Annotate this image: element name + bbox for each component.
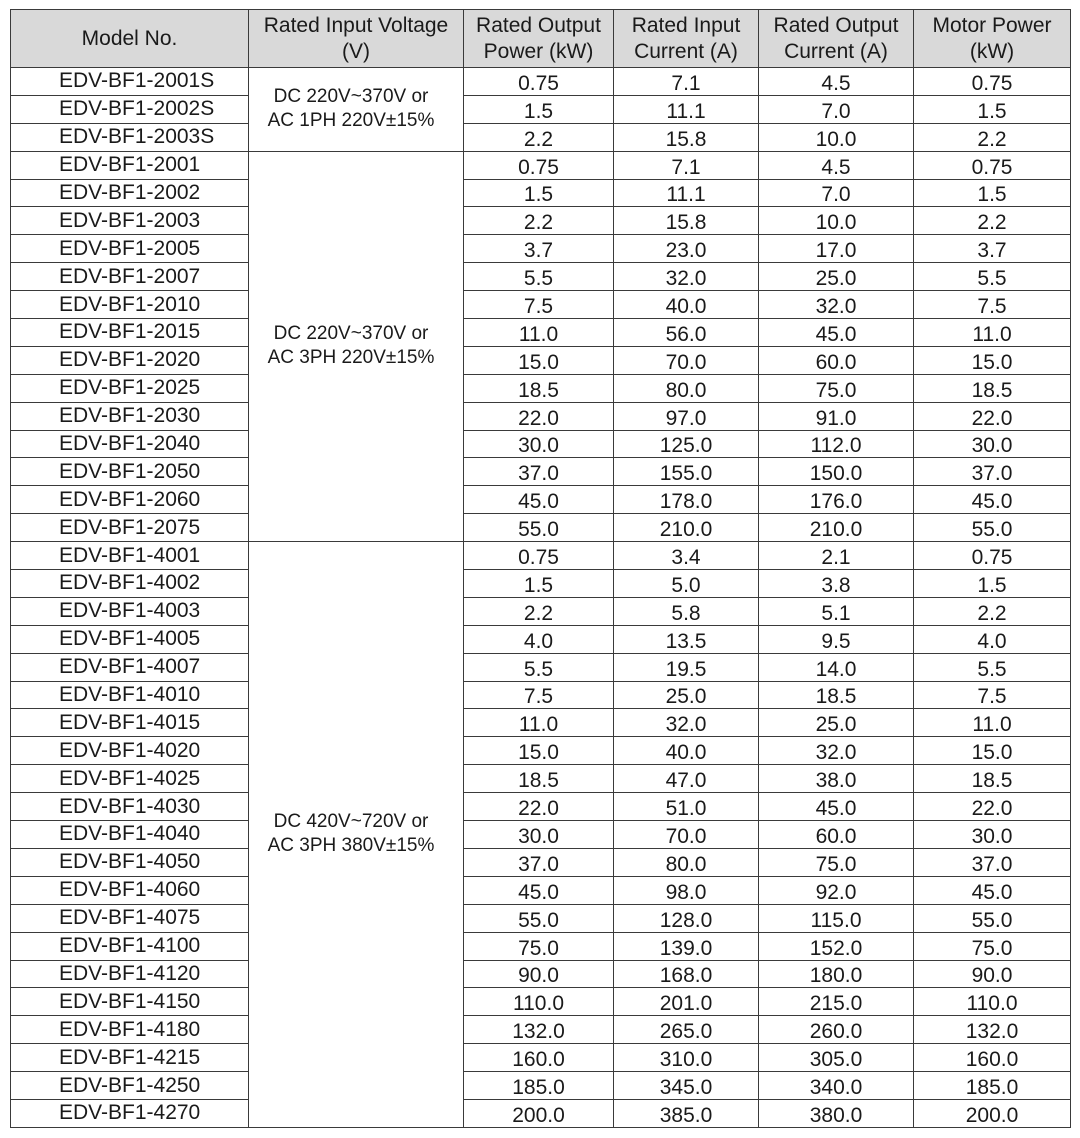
cell-motor-power: 5.5 bbox=[914, 653, 1071, 681]
table-row bbox=[11, 179, 1071, 207]
header-rated-output-power-line2: Power (kW) bbox=[483, 39, 594, 63]
cell-model-no: EDV-BF1-4005 bbox=[11, 625, 249, 653]
cell-rated-output-power: 0.75 bbox=[464, 542, 614, 570]
table-row bbox=[11, 765, 1071, 793]
cell-rated-input-current: 80.0 bbox=[614, 848, 759, 876]
cell-model-no: EDV-BF1-4020 bbox=[11, 737, 249, 765]
table-row bbox=[11, 1044, 1071, 1072]
cell-model-no: EDV-BF1-2007 bbox=[11, 263, 249, 291]
table-body bbox=[11, 68, 1071, 1128]
header-motor-power-line2: (kW) bbox=[969, 39, 1015, 63]
cell-rated-input-current: 5.8 bbox=[614, 597, 759, 625]
cell-rated-output-power: 22.0 bbox=[464, 402, 614, 430]
cell-rated-output-power: 7.5 bbox=[464, 681, 614, 709]
cell-rated-output-power: 45.0 bbox=[464, 486, 614, 514]
voltage-line2: AC 3PH 380V±15% bbox=[267, 835, 435, 857]
cell-model-no: EDV-BF1-2020 bbox=[11, 346, 249, 374]
table-row bbox=[11, 960, 1071, 988]
voltage-line2: AC 1PH 220V±15% bbox=[267, 110, 435, 132]
cell-rated-input-current: 210.0 bbox=[614, 514, 759, 542]
header-rated-input-current bbox=[614, 10, 759, 68]
table-row bbox=[11, 346, 1071, 374]
table-row bbox=[11, 235, 1071, 263]
cell-rated-output-power: 30.0 bbox=[464, 430, 614, 458]
cell-rated-output-current: 75.0 bbox=[759, 848, 914, 876]
cell-motor-power: 22.0 bbox=[914, 402, 1071, 430]
cell-model-no: EDV-BF1-2003S bbox=[11, 123, 249, 151]
cell-motor-power: 45.0 bbox=[914, 486, 1071, 514]
cell-rated-input-current: 98.0 bbox=[614, 876, 759, 904]
table-row bbox=[11, 207, 1071, 235]
cell-motor-power: 90.0 bbox=[914, 960, 1071, 988]
cell-rated-input-current: 40.0 bbox=[614, 291, 759, 319]
cell-rated-output-power: 30.0 bbox=[464, 821, 614, 849]
cell-rated-output-power: 0.75 bbox=[464, 68, 614, 96]
cell-rated-input-current: 40.0 bbox=[614, 737, 759, 765]
cell-rated-output-current: 5.1 bbox=[759, 597, 914, 625]
cell-rated-output-current: 14.0 bbox=[759, 653, 914, 681]
cell-rated-output-power: 18.5 bbox=[464, 374, 614, 402]
cell-rated-output-power: 2.2 bbox=[464, 123, 614, 151]
cell-rated-output-power: 18.5 bbox=[464, 765, 614, 793]
cell-model-no: EDV-BF1-4015 bbox=[11, 709, 249, 737]
cell-rated-input-current: 32.0 bbox=[614, 709, 759, 737]
table-row bbox=[11, 123, 1071, 151]
cell-rated-input-current: 155.0 bbox=[614, 458, 759, 486]
cell-model-no: EDV-BF1-4030 bbox=[11, 793, 249, 821]
table-row bbox=[11, 570, 1071, 598]
table-row bbox=[11, 793, 1071, 821]
cell-rated-output-current: 45.0 bbox=[759, 319, 914, 347]
cell-motor-power: 11.0 bbox=[914, 709, 1071, 737]
cell-model-no: EDV-BF1-4075 bbox=[11, 904, 249, 932]
cell-rated-input-current: 70.0 bbox=[614, 346, 759, 374]
cell-model-no: EDV-BF1-4040 bbox=[11, 821, 249, 849]
voltage-line2: AC 3PH 220V±15% bbox=[267, 347, 435, 369]
cell-rated-output-current: 10.0 bbox=[759, 207, 914, 235]
cell-rated-input-current: 385.0 bbox=[614, 1099, 759, 1127]
cell-rated-output-current: 4.5 bbox=[759, 151, 914, 179]
cell-model-no: EDV-BF1-2015 bbox=[11, 319, 249, 347]
cell-rated-input-current: 168.0 bbox=[614, 960, 759, 988]
cell-rated-output-power: 15.0 bbox=[464, 346, 614, 374]
cell-rated-output-power: 132.0 bbox=[464, 1016, 614, 1044]
voltage-line1: DC 220V~370V or bbox=[273, 86, 429, 108]
cell-model-no: EDV-BF1-4001 bbox=[11, 542, 249, 570]
cell-rated-output-current: 7.0 bbox=[759, 95, 914, 123]
cell-rated-output-power: 0.75 bbox=[464, 151, 614, 179]
cell-motor-power: 1.5 bbox=[914, 570, 1071, 598]
cell-motor-power: 0.75 bbox=[914, 151, 1071, 179]
cell-rated-output-power: 5.5 bbox=[464, 263, 614, 291]
cell-rated-output-power: 1.5 bbox=[464, 570, 614, 598]
cell-model-no: EDV-BF1-4003 bbox=[11, 597, 249, 625]
cell-rated-output-power: 15.0 bbox=[464, 737, 614, 765]
cell-model-no: EDV-BF1-4025 bbox=[11, 765, 249, 793]
cell-motor-power: 1.5 bbox=[914, 179, 1071, 207]
header-row bbox=[11, 10, 1071, 68]
cell-model-no: EDV-BF1-2075 bbox=[11, 514, 249, 542]
cell-rated-output-current: 260.0 bbox=[759, 1016, 914, 1044]
cell-rated-input-current: 11.1 bbox=[614, 179, 759, 207]
cell-rated-output-current: 340.0 bbox=[759, 1072, 914, 1100]
cell-rated-input-current: 19.5 bbox=[614, 653, 759, 681]
cell-motor-power: 55.0 bbox=[914, 514, 1071, 542]
cell-rated-output-current: 18.5 bbox=[759, 681, 914, 709]
table-row bbox=[11, 486, 1071, 514]
cell-model-no: EDV-BF1-2001 bbox=[11, 151, 249, 179]
table-row bbox=[11, 458, 1071, 486]
cell-motor-power: 4.0 bbox=[914, 625, 1071, 653]
cell-model-no: EDV-BF1-4002 bbox=[11, 570, 249, 598]
cell-motor-power: 0.75 bbox=[914, 542, 1071, 570]
cell-rated-input-current: 139.0 bbox=[614, 932, 759, 960]
cell-rated-input-voltage bbox=[249, 68, 464, 152]
cell-rated-output-power: 55.0 bbox=[464, 904, 614, 932]
cell-motor-power: 185.0 bbox=[914, 1072, 1071, 1100]
cell-rated-input-voltage bbox=[249, 151, 464, 541]
cell-rated-input-current: 80.0 bbox=[614, 374, 759, 402]
table-row bbox=[11, 514, 1071, 542]
table-row bbox=[11, 542, 1071, 570]
cell-rated-output-power: 45.0 bbox=[464, 876, 614, 904]
cell-rated-input-current: 7.1 bbox=[614, 68, 759, 96]
cell-rated-output-power: 11.0 bbox=[464, 709, 614, 737]
cell-motor-power: 0.75 bbox=[914, 68, 1071, 96]
cell-rated-output-power: 11.0 bbox=[464, 319, 614, 347]
table-row bbox=[11, 988, 1071, 1016]
header-rated-input-voltage-line2: (V) bbox=[342, 39, 370, 63]
cell-model-no: EDV-BF1-2002 bbox=[11, 179, 249, 207]
cell-motor-power: 160.0 bbox=[914, 1044, 1071, 1072]
table-row bbox=[11, 68, 1071, 96]
cell-rated-output-current: 9.5 bbox=[759, 625, 914, 653]
cell-model-no: EDV-BF1-4250 bbox=[11, 1072, 249, 1100]
table-row bbox=[11, 291, 1071, 319]
cell-rated-output-current: 7.0 bbox=[759, 179, 914, 207]
header-motor-power bbox=[914, 10, 1071, 68]
cell-rated-output-power: 3.7 bbox=[464, 235, 614, 263]
table-row bbox=[11, 625, 1071, 653]
cell-rated-output-current: 4.5 bbox=[759, 68, 914, 96]
header-rated-input-current-line2: Current (A) bbox=[634, 39, 738, 63]
header-rated-input-voltage bbox=[249, 10, 464, 68]
cell-motor-power: 5.5 bbox=[914, 263, 1071, 291]
cell-rated-output-power: 22.0 bbox=[464, 793, 614, 821]
cell-motor-power: 30.0 bbox=[914, 430, 1071, 458]
cell-rated-output-power: 185.0 bbox=[464, 1072, 614, 1100]
table-row bbox=[11, 821, 1071, 849]
cell-rated-input-current: 51.0 bbox=[614, 793, 759, 821]
table-row bbox=[11, 95, 1071, 123]
table-row bbox=[11, 263, 1071, 291]
table-row bbox=[11, 709, 1071, 737]
cell-rated-output-current: 17.0 bbox=[759, 235, 914, 263]
header-model-no bbox=[11, 10, 249, 68]
table-row bbox=[11, 151, 1071, 179]
cell-rated-output-current: 45.0 bbox=[759, 793, 914, 821]
cell-rated-output-current: 115.0 bbox=[759, 904, 914, 932]
table-row bbox=[11, 876, 1071, 904]
cell-model-no: EDV-BF1-2025 bbox=[11, 374, 249, 402]
cell-motor-power: 75.0 bbox=[914, 932, 1071, 960]
cell-rated-output-power: 4.0 bbox=[464, 625, 614, 653]
cell-rated-output-current: 380.0 bbox=[759, 1099, 914, 1127]
table-row bbox=[11, 374, 1071, 402]
table-row bbox=[11, 737, 1071, 765]
cell-rated-output-power: 2.2 bbox=[464, 207, 614, 235]
table-row bbox=[11, 1072, 1071, 1100]
cell-model-no: EDV-BF1-2060 bbox=[11, 486, 249, 514]
header-model-no-label: Model No. bbox=[81, 26, 178, 50]
cell-motor-power: 18.5 bbox=[914, 374, 1071, 402]
specification-table bbox=[10, 9, 1071, 1128]
table-row bbox=[11, 430, 1071, 458]
table-row bbox=[11, 1016, 1071, 1044]
table-row bbox=[11, 319, 1071, 347]
cell-motor-power: 132.0 bbox=[914, 1016, 1071, 1044]
cell-rated-input-current: 178.0 bbox=[614, 486, 759, 514]
cell-rated-input-current: 13.5 bbox=[614, 625, 759, 653]
cell-rated-input-current: 23.0 bbox=[614, 235, 759, 263]
cell-rated-input-current: 56.0 bbox=[614, 319, 759, 347]
table-row bbox=[11, 402, 1071, 430]
cell-rated-output-current: 150.0 bbox=[759, 458, 914, 486]
cell-rated-output-power: 5.5 bbox=[464, 653, 614, 681]
cell-model-no: EDV-BF1-4270 bbox=[11, 1099, 249, 1127]
cell-rated-output-current: 32.0 bbox=[759, 737, 914, 765]
cell-model-no: EDV-BF1-4180 bbox=[11, 1016, 249, 1044]
cell-motor-power: 2.2 bbox=[914, 123, 1071, 151]
cell-motor-power: 11.0 bbox=[914, 319, 1071, 347]
header-motor-power-line1: Motor Power bbox=[932, 13, 1052, 37]
header-rated-output-power-line1: Rated Output bbox=[476, 13, 601, 37]
cell-rated-input-current: 25.0 bbox=[614, 681, 759, 709]
cell-rated-output-current: 305.0 bbox=[759, 1044, 914, 1072]
cell-rated-output-power: 1.5 bbox=[464, 95, 614, 123]
cell-motor-power: 22.0 bbox=[914, 793, 1071, 821]
cell-model-no: EDV-BF1-2005 bbox=[11, 235, 249, 263]
cell-rated-output-current: 25.0 bbox=[759, 709, 914, 737]
cell-model-no: EDV-BF1-2002S bbox=[11, 95, 249, 123]
cell-rated-input-current: 265.0 bbox=[614, 1016, 759, 1044]
cell-rated-input-current: 97.0 bbox=[614, 402, 759, 430]
cell-rated-input-current: 11.1 bbox=[614, 95, 759, 123]
header-rated-output-current-line1: Rated Output bbox=[773, 13, 899, 37]
cell-rated-output-current: 60.0 bbox=[759, 346, 914, 374]
cell-rated-output-current: 2.1 bbox=[759, 542, 914, 570]
cell-model-no: EDV-BF1-4120 bbox=[11, 960, 249, 988]
cell-rated-output-power: 7.5 bbox=[464, 291, 614, 319]
cell-rated-input-current: 345.0 bbox=[614, 1072, 759, 1100]
header-rated-output-power bbox=[464, 10, 614, 68]
cell-motor-power: 200.0 bbox=[914, 1099, 1071, 1127]
cell-model-no: EDV-BF1-4215 bbox=[11, 1044, 249, 1072]
cell-model-no: EDV-BF1-2010 bbox=[11, 291, 249, 319]
cell-motor-power: 15.0 bbox=[914, 737, 1071, 765]
cell-rated-input-voltage bbox=[249, 542, 464, 1128]
cell-motor-power: 15.0 bbox=[914, 346, 1071, 374]
cell-rated-output-power: 160.0 bbox=[464, 1044, 614, 1072]
cell-model-no: EDV-BF1-2030 bbox=[11, 402, 249, 430]
table-row bbox=[11, 932, 1071, 960]
cell-rated-output-power: 37.0 bbox=[464, 458, 614, 486]
cell-rated-output-power: 75.0 bbox=[464, 932, 614, 960]
cell-rated-input-current: 15.8 bbox=[614, 123, 759, 151]
cell-rated-input-current: 15.8 bbox=[614, 207, 759, 235]
cell-motor-power: 110.0 bbox=[914, 988, 1071, 1016]
cell-rated-output-current: 92.0 bbox=[759, 876, 914, 904]
cell-motor-power: 55.0 bbox=[914, 904, 1071, 932]
cell-motor-power: 7.5 bbox=[914, 291, 1071, 319]
cell-rated-input-current: 47.0 bbox=[614, 765, 759, 793]
cell-model-no: EDV-BF1-4150 bbox=[11, 988, 249, 1016]
table-row bbox=[11, 1099, 1071, 1127]
cell-rated-output-current: 10.0 bbox=[759, 123, 914, 151]
cell-motor-power: 2.2 bbox=[914, 207, 1071, 235]
cell-rated-input-current: 3.4 bbox=[614, 542, 759, 570]
cell-rated-output-current: 60.0 bbox=[759, 821, 914, 849]
cell-rated-output-power: 1.5 bbox=[464, 179, 614, 207]
cell-rated-input-current: 201.0 bbox=[614, 988, 759, 1016]
cell-motor-power: 37.0 bbox=[914, 848, 1071, 876]
cell-rated-input-current: 70.0 bbox=[614, 821, 759, 849]
cell-model-no: EDV-BF1-4050 bbox=[11, 848, 249, 876]
cell-model-no: EDV-BF1-2050 bbox=[11, 458, 249, 486]
cell-rated-output-current: 180.0 bbox=[759, 960, 914, 988]
cell-model-no: EDV-BF1-4060 bbox=[11, 876, 249, 904]
voltage-line1: DC 220V~370V or bbox=[273, 323, 429, 345]
header-rated-input-voltage-line1: Rated Input Voltage bbox=[263, 13, 449, 37]
cell-motor-power: 2.2 bbox=[914, 597, 1071, 625]
cell-rated-output-current: 210.0 bbox=[759, 514, 914, 542]
cell-rated-output-current: 75.0 bbox=[759, 374, 914, 402]
cell-rated-output-current: 32.0 bbox=[759, 291, 914, 319]
cell-rated-output-current: 176.0 bbox=[759, 486, 914, 514]
cell-motor-power: 7.5 bbox=[914, 681, 1071, 709]
cell-rated-output-power: 55.0 bbox=[464, 514, 614, 542]
cell-rated-output-power: 90.0 bbox=[464, 960, 614, 988]
cell-rated-input-current: 7.1 bbox=[614, 151, 759, 179]
cell-rated-output-power: 200.0 bbox=[464, 1099, 614, 1127]
cell-model-no: EDV-BF1-4010 bbox=[11, 681, 249, 709]
cell-rated-output-power: 37.0 bbox=[464, 848, 614, 876]
cell-rated-output-current: 38.0 bbox=[759, 765, 914, 793]
cell-rated-output-current: 3.8 bbox=[759, 570, 914, 598]
cell-model-no: EDV-BF1-2001S bbox=[11, 68, 249, 96]
cell-motor-power: 30.0 bbox=[914, 821, 1071, 849]
cell-rated-output-current: 112.0 bbox=[759, 430, 914, 458]
cell-model-no: EDV-BF1-2003 bbox=[11, 207, 249, 235]
table-row bbox=[11, 597, 1071, 625]
cell-rated-input-current: 125.0 bbox=[614, 430, 759, 458]
cell-motor-power: 3.7 bbox=[914, 235, 1071, 263]
cell-motor-power: 45.0 bbox=[914, 876, 1071, 904]
cell-rated-input-current: 5.0 bbox=[614, 570, 759, 598]
cell-rated-output-power: 2.2 bbox=[464, 597, 614, 625]
cell-motor-power: 1.5 bbox=[914, 95, 1071, 123]
table-row bbox=[11, 681, 1071, 709]
cell-rated-output-current: 152.0 bbox=[759, 932, 914, 960]
cell-rated-input-current: 128.0 bbox=[614, 904, 759, 932]
cell-rated-output-current: 25.0 bbox=[759, 263, 914, 291]
cell-rated-input-current: 32.0 bbox=[614, 263, 759, 291]
cell-motor-power: 37.0 bbox=[914, 458, 1071, 486]
header-rated-input-current-line1: Rated Input bbox=[631, 13, 741, 37]
table-row bbox=[11, 848, 1071, 876]
voltage-line1: DC 420V~720V or bbox=[273, 811, 429, 833]
table-row bbox=[11, 653, 1071, 681]
cell-model-no: EDV-BF1-2040 bbox=[11, 430, 249, 458]
cell-rated-output-current: 91.0 bbox=[759, 402, 914, 430]
cell-rated-output-power: 110.0 bbox=[464, 988, 614, 1016]
cell-motor-power: 18.5 bbox=[914, 765, 1071, 793]
header-rated-output-current bbox=[759, 10, 914, 68]
cell-model-no: EDV-BF1-4007 bbox=[11, 653, 249, 681]
cell-rated-output-current: 215.0 bbox=[759, 988, 914, 1016]
table-row bbox=[11, 904, 1071, 932]
header-rated-output-current-line2: Current (A) bbox=[784, 39, 888, 63]
cell-rated-input-current: 310.0 bbox=[614, 1044, 759, 1072]
cell-model-no: EDV-BF1-4100 bbox=[11, 932, 249, 960]
table-header bbox=[11, 10, 1071, 68]
